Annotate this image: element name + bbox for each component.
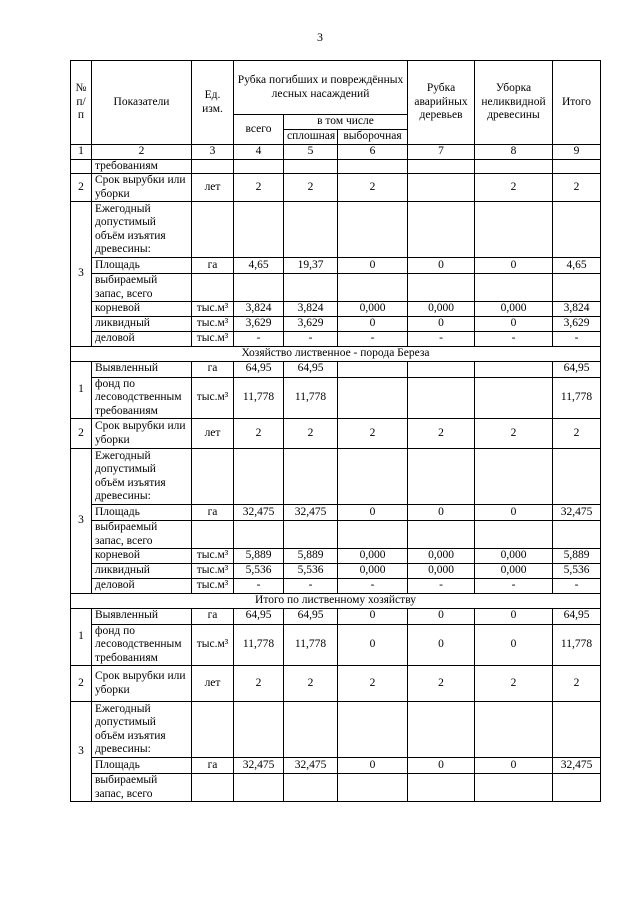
row-num: 2 xyxy=(71,666,92,702)
header-num: № п/п xyxy=(71,61,92,145)
cell-value: 0 xyxy=(338,624,408,666)
cell-value: 11,778 xyxy=(284,377,338,419)
row-unit: га xyxy=(192,608,234,624)
cell-value: - xyxy=(553,579,601,594)
cell-value: 0 xyxy=(408,608,475,624)
table-row xyxy=(71,274,601,302)
table-row xyxy=(71,419,601,449)
cell-value: 0 xyxy=(338,758,408,774)
table-row xyxy=(71,666,601,702)
cell-value: 2 xyxy=(408,419,475,449)
cell-value: 0,000 xyxy=(408,302,475,317)
section-title-row xyxy=(71,594,601,609)
row-label: выбираемый запас, всего xyxy=(92,774,192,802)
header-including: в том числе xyxy=(284,115,408,130)
cell-value: 5,889 xyxy=(553,549,601,564)
table-row xyxy=(71,608,601,624)
cell-value: 0,000 xyxy=(338,564,408,579)
cell-value: 32,475 xyxy=(553,505,601,521)
cell-value: 11,778 xyxy=(284,624,338,666)
table-row xyxy=(71,377,601,419)
cell-value: 2 xyxy=(284,666,338,702)
table-row xyxy=(71,258,601,274)
cell-value: 0,000 xyxy=(475,564,553,579)
row-num: 2 xyxy=(71,419,92,449)
cell-value: 0,000 xyxy=(475,302,553,317)
col-num-3: 3 xyxy=(192,145,234,160)
cell-value: 0,000 xyxy=(338,549,408,564)
cell-value: 3,824 xyxy=(234,302,284,317)
cell-value: 64,95 xyxy=(553,608,601,624)
cell-value: 3,629 xyxy=(284,317,338,332)
cell-value: - xyxy=(284,332,338,347)
cell-value: 2 xyxy=(475,419,553,449)
cell-value: 2 xyxy=(234,174,284,202)
cell-value: 32,475 xyxy=(234,505,284,521)
cell-value: 2 xyxy=(408,666,475,702)
cell-value: 0 xyxy=(338,608,408,624)
cell-value xyxy=(475,377,553,419)
row-label: Площадь xyxy=(92,505,192,521)
row-label: Ежегодный допустимый объём изъятия древесины: xyxy=(92,202,192,258)
table-row xyxy=(71,702,601,758)
col-num-1: 1 xyxy=(71,145,92,160)
cell-value: 2 xyxy=(338,419,408,449)
cell-value: 4,65 xyxy=(234,258,284,274)
page-number: 3 xyxy=(317,30,323,44)
row-label: Площадь xyxy=(92,758,192,774)
cell-value: 0 xyxy=(408,258,475,274)
row-label: Выявленный xyxy=(92,361,192,377)
row-label: Ежегодный допустимый объём изъятия древесины: xyxy=(92,702,192,758)
cell-value: 32,475 xyxy=(234,758,284,774)
cell-value: 0 xyxy=(408,624,475,666)
table-row xyxy=(71,758,601,774)
cell-value: 0 xyxy=(475,317,553,332)
section-title: Хозяйство лиственное - порода Береза xyxy=(71,347,601,362)
table-row xyxy=(71,332,601,347)
row-unit: тыс.м³ xyxy=(192,332,234,347)
cell-value: 0 xyxy=(408,758,475,774)
cell-value: - xyxy=(338,332,408,347)
col-num-2: 2 xyxy=(92,145,192,160)
row-unit: тыс.м³ xyxy=(192,624,234,666)
cell-value: 5,536 xyxy=(234,564,284,579)
table-row xyxy=(71,624,601,666)
cell-value: 2 xyxy=(338,174,408,202)
col-num-5: 5 xyxy=(284,145,338,160)
row-num: 2 xyxy=(71,174,92,202)
felling-table xyxy=(70,60,601,802)
cell-value: - xyxy=(553,332,601,347)
header-total: всего xyxy=(234,115,284,145)
row-label: Выявленный xyxy=(92,608,192,624)
cell-value: 5,536 xyxy=(284,564,338,579)
row-label: Площадь xyxy=(92,258,192,274)
cell-value: 2 xyxy=(553,174,601,202)
cell-value: 0 xyxy=(408,505,475,521)
row-label: выбираемый запас, всего xyxy=(92,274,192,302)
cell-value: 2 xyxy=(475,666,553,702)
cell-value: 2 xyxy=(234,666,284,702)
cell-value: 0,000 xyxy=(408,549,475,564)
row-label: Срок вырубки или уборки xyxy=(92,419,192,449)
row-unit: га xyxy=(192,505,234,521)
cell-value: - xyxy=(475,332,553,347)
table-row xyxy=(71,505,601,521)
header-emergency: Рубка аварийных деревьев xyxy=(408,61,475,145)
cell-value: - xyxy=(234,579,284,594)
table-row xyxy=(71,159,601,174)
row-label: корневой xyxy=(92,302,192,317)
cell-value: 2 xyxy=(475,174,553,202)
row-label: выбираемый запас, всего xyxy=(92,521,192,549)
cell-value: 5,536 xyxy=(553,564,601,579)
cell-value: 2 xyxy=(284,174,338,202)
cell-value xyxy=(338,361,408,377)
row-label: деловой xyxy=(92,332,192,347)
cell-value: 2 xyxy=(234,419,284,449)
cell-value: 3,629 xyxy=(234,317,284,332)
cell-value: - xyxy=(234,332,284,347)
row-label: корневой xyxy=(92,549,192,564)
cell-value: 32,475 xyxy=(284,758,338,774)
col-num-6: 6 xyxy=(338,145,408,160)
row-label: требованиям xyxy=(92,159,192,174)
header-selective: выборочная xyxy=(338,130,408,145)
row-unit: тыс.м³ xyxy=(192,579,234,594)
row-unit: лет xyxy=(192,666,234,702)
header-clear: сплошная xyxy=(284,130,338,145)
cell-value: 11,778 xyxy=(234,377,284,419)
section-title-row xyxy=(71,347,601,362)
cell-value: 32,475 xyxy=(553,758,601,774)
table-row xyxy=(71,361,601,377)
header-unit: Ед. изм. xyxy=(192,61,234,145)
cell-value: - xyxy=(284,579,338,594)
table-row xyxy=(71,774,601,802)
cell-value xyxy=(338,377,408,419)
row-num: 1 xyxy=(71,361,92,419)
cell-value: - xyxy=(338,579,408,594)
cell-value: 0 xyxy=(338,258,408,274)
cell-value: 0 xyxy=(408,317,475,332)
cell-value: - xyxy=(475,579,553,594)
row-num: 3 xyxy=(71,449,92,594)
col-num-9: 9 xyxy=(553,145,601,160)
cell-value: 3,824 xyxy=(553,302,601,317)
row-label: Срок вырубки или уборки xyxy=(92,174,192,202)
row-label: ликвидный xyxy=(92,317,192,332)
cell-value: 11,778 xyxy=(553,377,601,419)
table-row xyxy=(71,174,601,202)
row-unit: тыс.м³ xyxy=(192,302,234,317)
row-num: 1 xyxy=(71,608,92,666)
row-num: 3 xyxy=(71,202,92,347)
row-unit: тыс.м³ xyxy=(192,377,234,419)
table-row xyxy=(71,521,601,549)
cell-value: 64,95 xyxy=(234,361,284,377)
cell-value xyxy=(408,361,475,377)
row-label: фонд по лесоводственным требованиям xyxy=(92,377,192,419)
row-label: деловой xyxy=(92,579,192,594)
col-num-4: 4 xyxy=(234,145,284,160)
cell-value xyxy=(408,377,475,419)
cell-value: 0 xyxy=(475,505,553,521)
row-label: ликвидный xyxy=(92,564,192,579)
cell-value: 0 xyxy=(338,317,408,332)
cell-value: 0,000 xyxy=(475,549,553,564)
row-label: фонд по лесоводственным требованиям xyxy=(92,624,192,666)
table-row xyxy=(71,317,601,332)
row-label: Ежегодный допустимый объём изъятия древесины: xyxy=(92,449,192,505)
row-unit: тыс.м³ xyxy=(192,549,234,564)
header-indicators: Показатели xyxy=(92,61,192,145)
cell-value: 3,824 xyxy=(284,302,338,317)
cell-value: 64,95 xyxy=(553,361,601,377)
cell-value: 5,889 xyxy=(234,549,284,564)
header-result: Итого xyxy=(553,61,601,145)
table-row xyxy=(71,202,601,258)
row-unit: лет xyxy=(192,419,234,449)
table-row xyxy=(71,549,601,564)
cell-value: - xyxy=(408,579,475,594)
cell-value: 64,95 xyxy=(234,608,284,624)
row-unit: га xyxy=(192,361,234,377)
cell-value: 5,889 xyxy=(284,549,338,564)
cell-value: 0,000 xyxy=(408,564,475,579)
table-row xyxy=(71,449,601,505)
row-unit: тыс.м³ xyxy=(192,564,234,579)
cell-value: 64,95 xyxy=(284,361,338,377)
cell-value: 2 xyxy=(284,419,338,449)
cell-value: 4,65 xyxy=(553,258,601,274)
cell-value: 2 xyxy=(553,666,601,702)
cell-value: 2 xyxy=(553,419,601,449)
row-num: 3 xyxy=(71,702,92,802)
table-row xyxy=(71,564,601,579)
col-num-8: 8 xyxy=(475,145,553,160)
cell-value: 64,95 xyxy=(284,608,338,624)
cell-value: 11,778 xyxy=(553,624,601,666)
cell-value: 3,629 xyxy=(553,317,601,332)
cell-value: - xyxy=(408,332,475,347)
cell-value: 0 xyxy=(475,624,553,666)
cell-value: 0 xyxy=(475,608,553,624)
cell-value: 11,778 xyxy=(234,624,284,666)
table-row xyxy=(71,302,601,317)
cell-value: 0,000 xyxy=(338,302,408,317)
cell-value: 19,37 xyxy=(284,258,338,274)
cell-value: 32,475 xyxy=(284,505,338,521)
table-row xyxy=(71,579,601,594)
cell-value xyxy=(408,174,475,202)
cell-value: 0 xyxy=(475,258,553,274)
header-dead-felling: Рубка погибших и повреждённых лесных насаждений xyxy=(234,61,408,115)
col-num-7: 7 xyxy=(408,145,475,160)
cell-value xyxy=(475,361,553,377)
row-unit: лет xyxy=(192,174,234,202)
cell-value: 0 xyxy=(338,505,408,521)
section-title: Итого по лиственному хозяйству xyxy=(71,594,601,609)
row-label: Срок вырубки или уборки xyxy=(92,666,192,702)
cell-value: 0 xyxy=(475,758,553,774)
header-illiquid: Уборка неликвидной древесины xyxy=(475,61,553,145)
row-unit: га xyxy=(192,758,234,774)
row-unit: тыс.м³ xyxy=(192,317,234,332)
row-unit: га xyxy=(192,258,234,274)
cell-value: 2 xyxy=(338,666,408,702)
